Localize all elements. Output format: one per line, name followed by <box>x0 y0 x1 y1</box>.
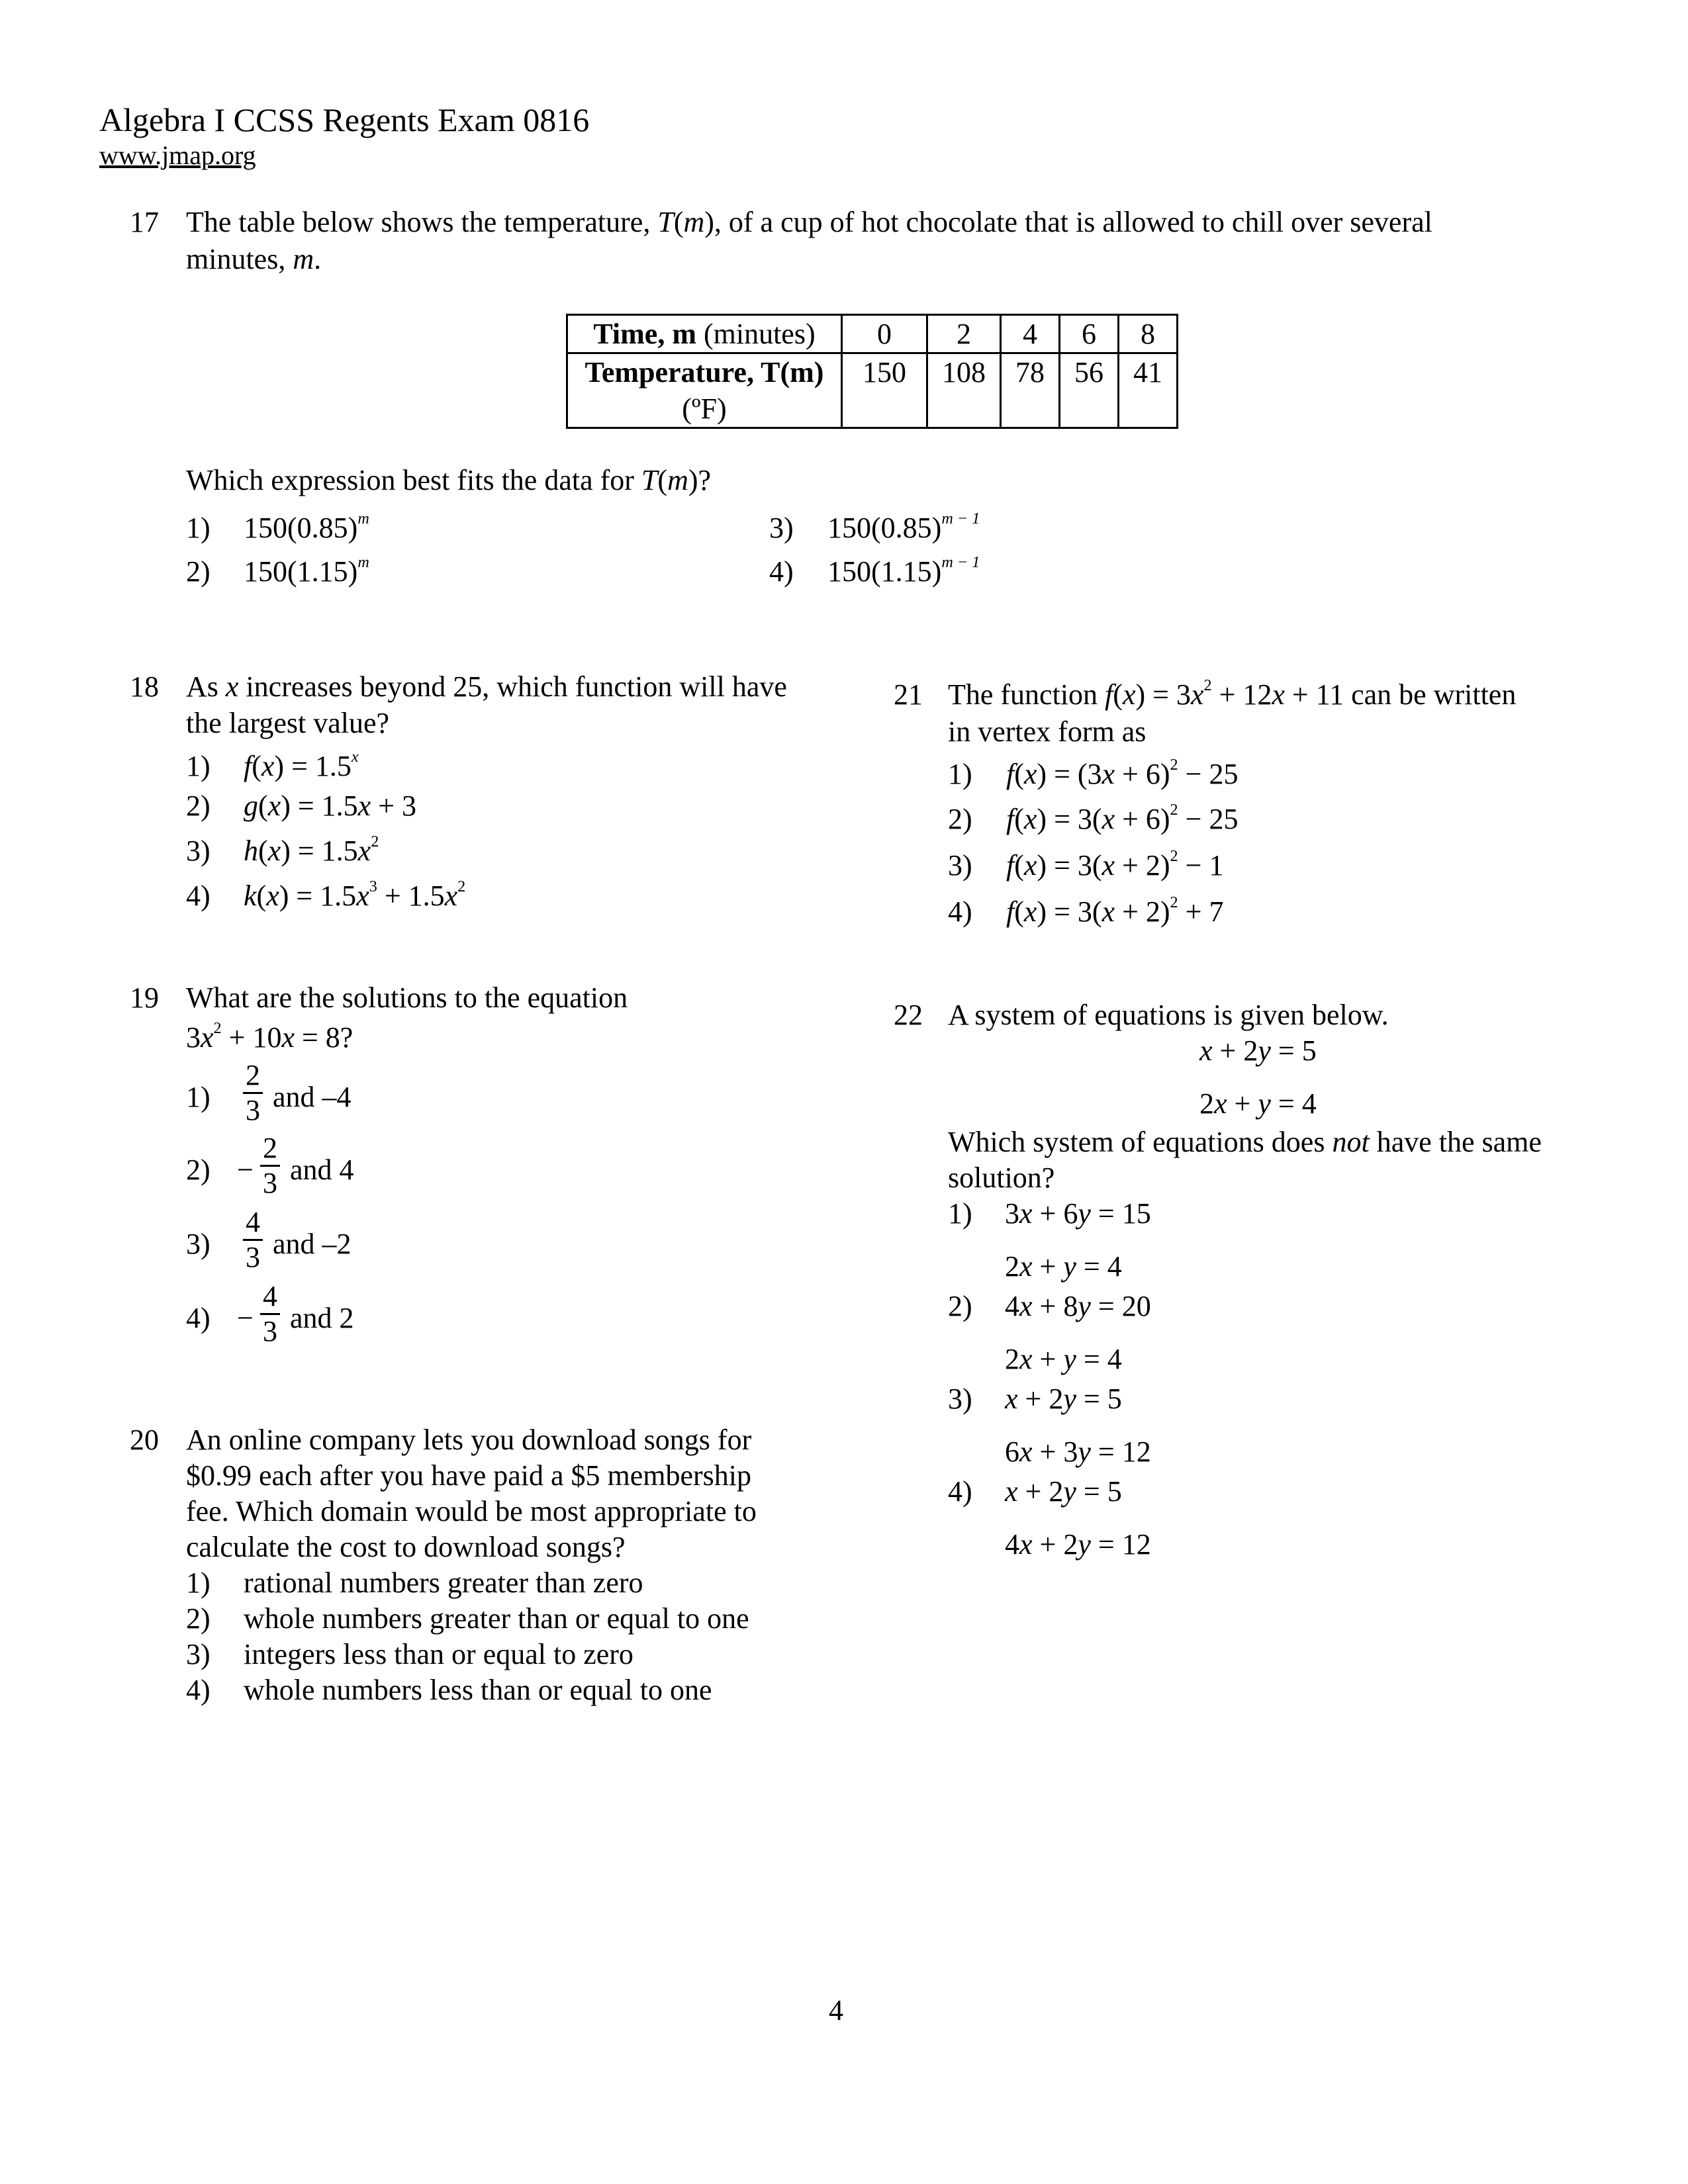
q19-choice-2-text: and 4 <box>290 1154 354 1186</box>
page-title: Algebra I CCSS Regents Exam 0816 <box>99 101 590 138</box>
q17-table-cell: 2 <box>927 315 1001 353</box>
q17-choice-1[interactable]: 1) <box>186 512 211 544</box>
q17-table-cell: 4 <box>1001 315 1060 353</box>
q18-choice-2[interactable]: 2) <box>186 790 211 822</box>
q17-table-cell: 8 <box>1119 315 1178 353</box>
q21-choice-4-text: $f(x) = 3(x + 2)^2 + 7$ <box>1006 893 1224 928</box>
q18-stem-line1: As x increases beyond 25, which function will have <box>186 670 787 703</box>
q18-choice-4-text: $k(x) = 1.5x^3 + 1.5x^2$ <box>244 878 466 912</box>
q22-choice-2-eq1: 4x + 8y = 20 <box>1005 1290 1151 1322</box>
q18-choice-4[interactable]: 4) <box>186 880 211 912</box>
q17-choice-2[interactable]: 2) <box>186 555 211 588</box>
q17-choice-1-text: $150(0.85)^m$ <box>244 510 369 544</box>
q21-choice-1[interactable]: 1) <box>948 758 972 790</box>
q19-choice-1-text: and –4 <box>273 1081 352 1113</box>
q22-choice-3-eq2: 6x + 3y = 12 <box>1005 1435 1151 1468</box>
q19-choice-1[interactable]: 1) <box>186 1081 211 1113</box>
q19-stem-line1: What are the solutions to the equation <box>186 981 628 1014</box>
q21-choice-1-text: $f(x) = (3x + 6)^2 - 25$ <box>1006 756 1239 790</box>
q18-number: 18 <box>130 670 159 703</box>
q22-choice-2-eq2: 2x + y = 4 <box>1005 1343 1122 1375</box>
q22-choice-3-eq1: x + 2y = 5 <box>1005 1383 1122 1415</box>
q17-table-cell: 0 <box>842 315 927 353</box>
q19-choice-4-text: and 2 <box>290 1302 354 1334</box>
q21-number: 21 <box>894 678 923 711</box>
q17-table-cell: 108 <box>927 353 1001 428</box>
q19-choice-2[interactable]: 2) <box>186 1154 211 1186</box>
q22-question-line2: solution? <box>948 1161 1055 1194</box>
q20-choice-1[interactable]: 1) <box>186 1567 211 1599</box>
q17-table-cell: 6 <box>1060 315 1119 353</box>
q17-choice-2-text: $150(1.15)^m$ <box>244 553 369 588</box>
q17-table-cell: 56 <box>1060 353 1119 428</box>
q18-choice-3[interactable]: 3) <box>186 835 211 867</box>
q19-choice-3-text: and –2 <box>273 1228 352 1260</box>
q20-choice-1-text: rational numbers greater than zero <box>244 1567 643 1599</box>
q18-choice-3-text: $h(x) = 1.5x^2$ <box>244 833 379 867</box>
q18-choice-1[interactable]: 1) <box>186 750 211 782</box>
q22-system-eq2: 2x + y = 4 <box>1199 1087 1317 1120</box>
q21-stem-line1: The function $f(x) = 3x^2 + 12x + 11$ can be written <box>948 676 1517 711</box>
q22-choice-1[interactable]: 1) <box>948 1197 972 1230</box>
q20-choice-4-text: whole numbers less than or equal to one <box>244 1674 712 1706</box>
q19-choice-1-fraction: 2 3 <box>240 1060 266 1126</box>
q21-stem-line2: in vertex form as <box>948 715 1147 748</box>
q20-choice-2[interactable]: 2) <box>186 1602 211 1635</box>
q17-table-header-time: Time, m (minutes) <box>567 315 842 353</box>
q19-equation: $3x^2 + 10x = 8$? <box>186 1019 353 1054</box>
q22-choice-4-eq2: 4x + 2y = 12 <box>1005 1528 1151 1561</box>
q20-stem-line1: An online company lets you download songs for <box>186 1424 752 1456</box>
q19-choice-3[interactable]: 3) <box>186 1228 211 1260</box>
q17-prompt: Which expression best fits the data for T(m)? <box>186 464 712 496</box>
q20-choice-2-text: whole numbers greater than or equal to one <box>244 1602 749 1635</box>
q17-choice-3[interactable]: 3) <box>769 512 794 544</box>
q22-number: 22 <box>894 999 923 1031</box>
q17-stem-line2: minutes, m. <box>186 243 322 275</box>
q17-number: 17 <box>130 206 159 238</box>
q19-choice-4-fraction: 4 3 <box>257 1281 283 1347</box>
q19-choice-2-sign: − <box>237 1154 254 1186</box>
q22-system-eq1: x + 2y = 5 <box>1199 1034 1317 1067</box>
q21-choice-2[interactable]: 2) <box>948 803 972 835</box>
q17-choice-4[interactable]: 4) <box>769 555 794 588</box>
q20-stem-line2: $0.99 each after you have paid a $5 membership <box>186 1459 752 1492</box>
q17-table-row-temp <box>567 353 1178 428</box>
q22-choice-1-eq1: 3x + 6y = 15 <box>1005 1197 1151 1230</box>
q19-choice-2-fraction: 2 3 <box>257 1133 283 1199</box>
q18-choice-2-text: g(x) = 1.5x + 3 <box>244 790 417 822</box>
q19-number: 19 <box>130 981 159 1014</box>
q20-number: 20 <box>130 1424 159 1456</box>
source-link[interactable]: www.jmap.org <box>99 140 256 170</box>
q17-choice-3-text: $150(0.85)^{m - 1}$ <box>827 510 980 544</box>
q20-stem-line3: fee. Which domain would be most appropriate to <box>186 1495 757 1527</box>
q17-table-header-temp: Temperature, T(m) (ºF) <box>567 353 842 428</box>
q22-question-line1: Which system of equations does not have the same <box>948 1126 1542 1158</box>
q17-table-cell: 78 <box>1001 353 1060 428</box>
q17-table-row-time <box>567 315 1178 353</box>
q22-stem-line1: A system of equations is given below. <box>948 999 1389 1031</box>
q18-choice-1-text: $f(x) = 1.5^x$ <box>244 748 359 782</box>
q22-choice-4[interactable]: 4) <box>948 1475 972 1508</box>
q17-table-cell: 41 <box>1119 353 1178 428</box>
q21-choice-4[interactable]: 4) <box>948 895 972 928</box>
q21-choice-3-text: $f(x) = 3(x + 2)^2 - 1$ <box>1006 847 1224 882</box>
q22-choice-4-eq1: x + 2y = 5 <box>1005 1475 1122 1508</box>
q19-choice-3-fraction: 4 3 <box>240 1207 266 1273</box>
q20-choice-4[interactable]: 4) <box>186 1674 211 1706</box>
page-number: 4 <box>829 1994 843 2026</box>
q20-choice-3[interactable]: 3) <box>186 1638 211 1670</box>
q21-choice-2-text: $f(x) = 3(x + 6)^2 - 25$ <box>1006 801 1239 835</box>
q19-choice-4[interactable]: 4) <box>186 1302 211 1334</box>
q22-choice-3[interactable]: 3) <box>948 1383 972 1415</box>
q22-choice-1-eq2: 2x + y = 4 <box>1005 1250 1122 1283</box>
q19-choice-4-sign: − <box>237 1302 254 1334</box>
q20-choice-3-text: integers less than or equal to zero <box>244 1638 633 1670</box>
q21-choice-3[interactable]: 3) <box>948 849 972 882</box>
q18-stem-line2: the largest value? <box>186 707 390 739</box>
q17-data-table <box>566 314 1178 429</box>
q17-table-cell: 150 <box>842 353 927 428</box>
q22-choice-2[interactable]: 2) <box>948 1290 972 1322</box>
q20-stem-line4: calculate the cost to download songs? <box>186 1531 626 1563</box>
q17-stem-line1: The table below shows the temperature, T(m), of a cup of hot chocolate that is allowed to chill over several <box>186 206 1432 238</box>
q17-choice-4-text: $150(1.15)^{m - 1}$ <box>827 553 980 588</box>
